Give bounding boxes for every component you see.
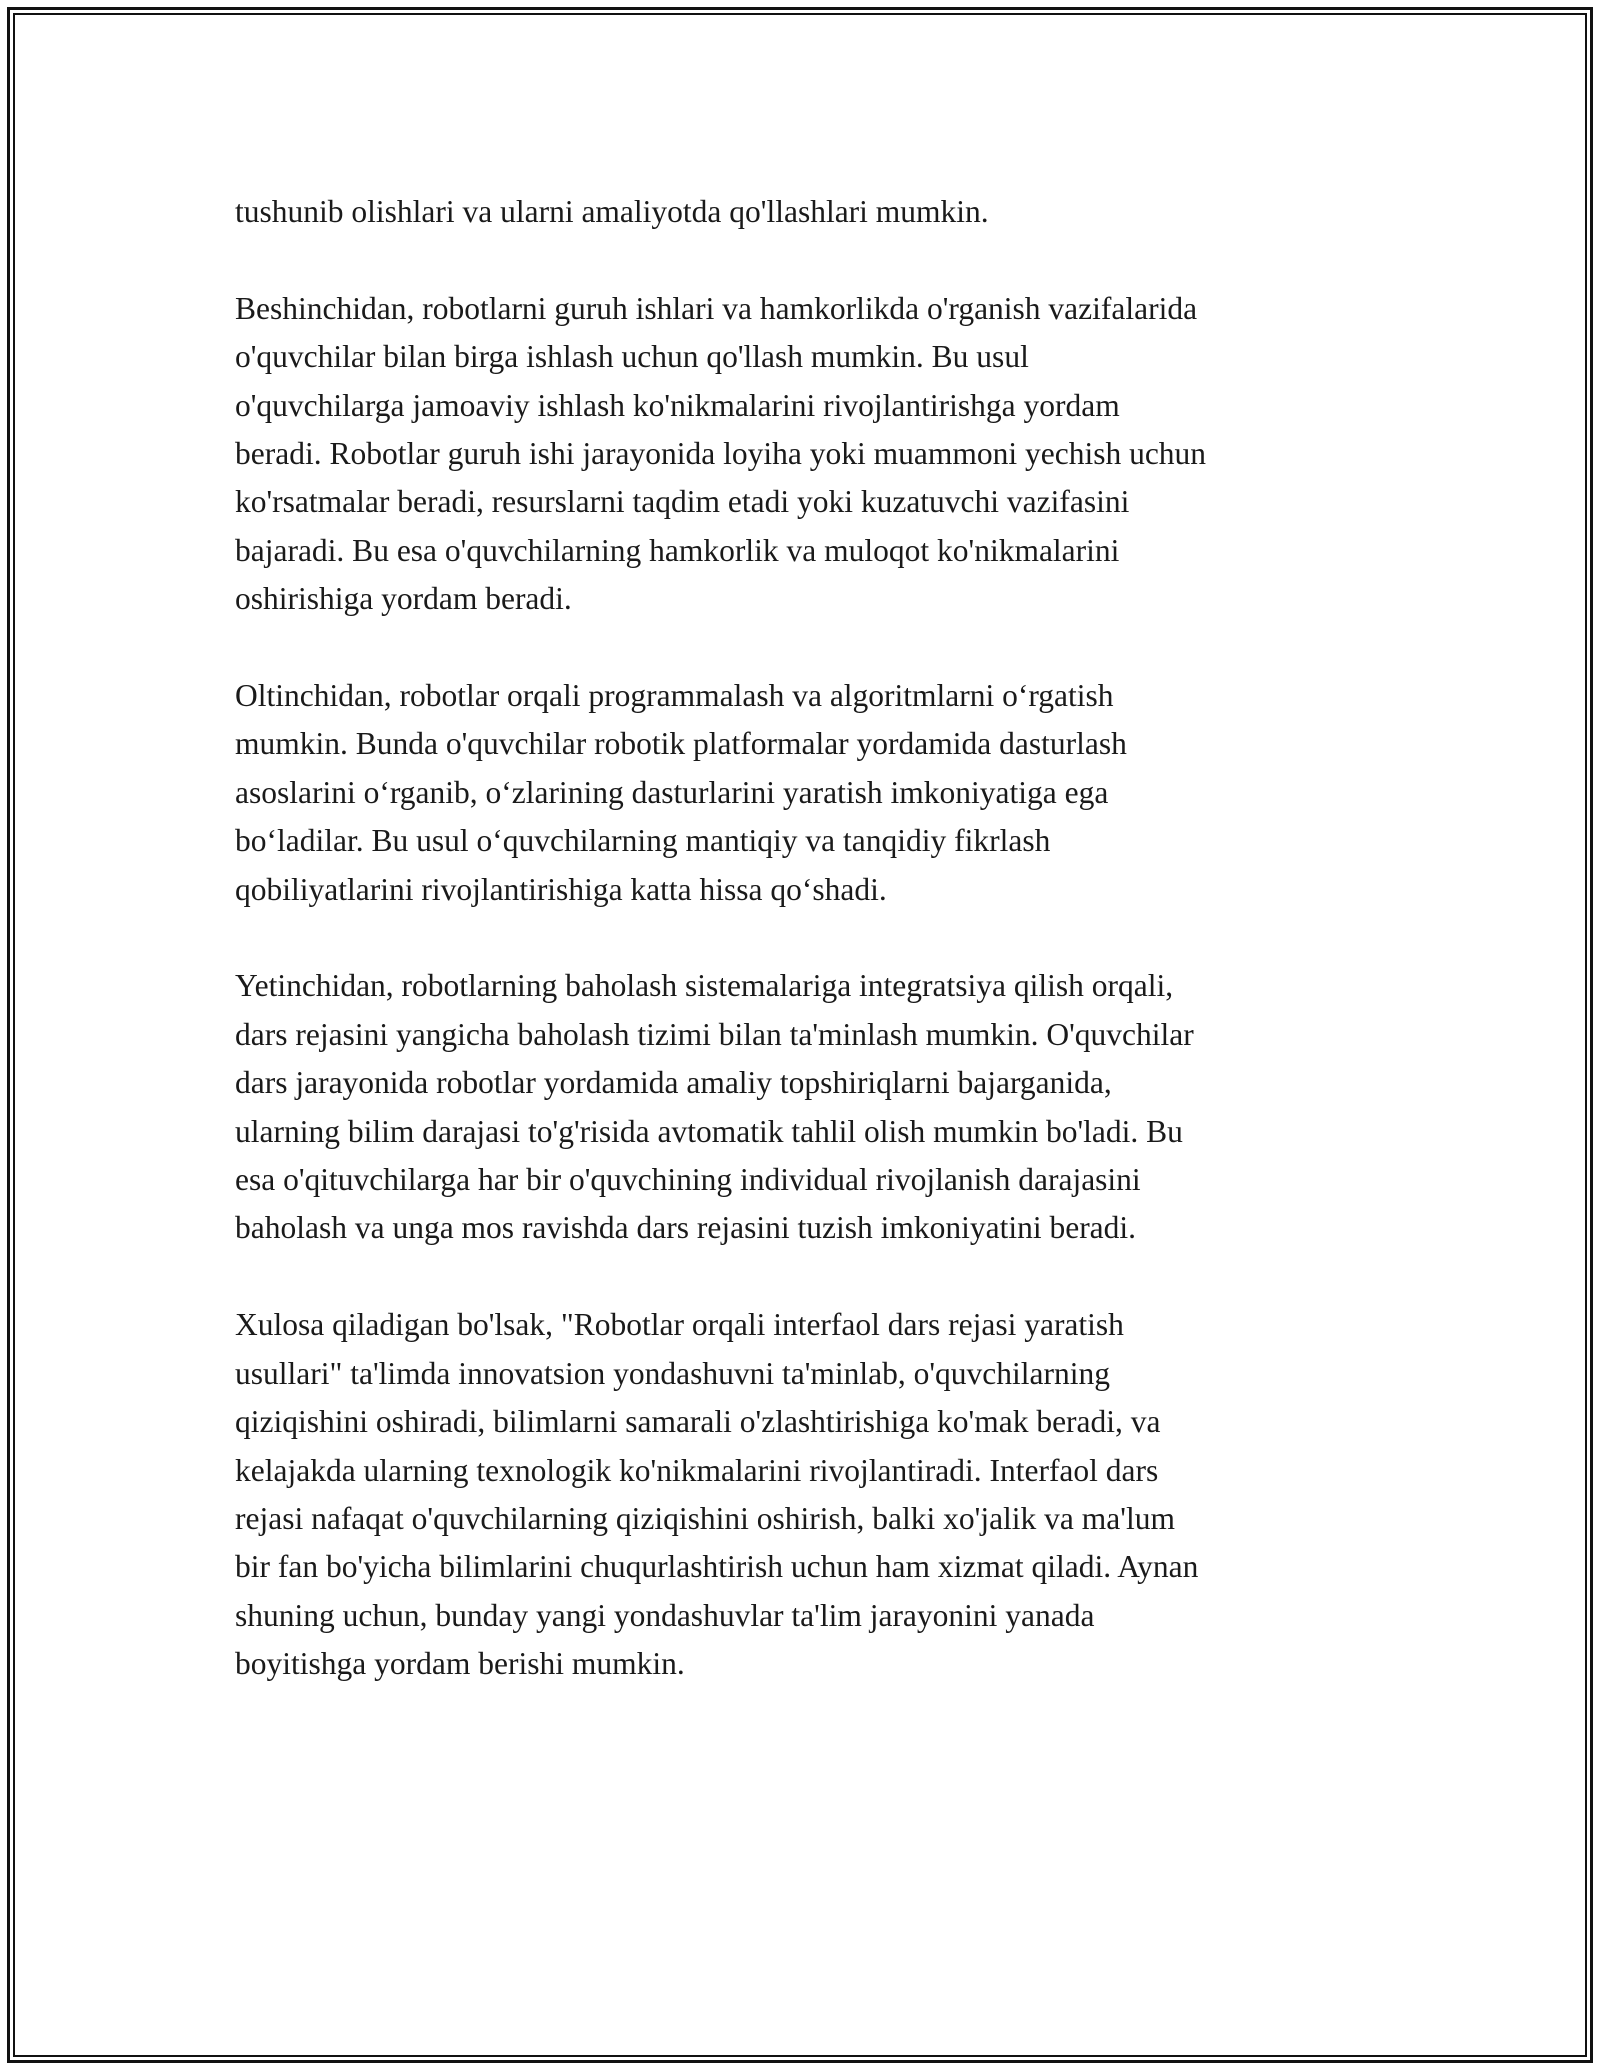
text-line: dars rejasini yangicha baholash tizimi bilan ta'minlash mumkin. O'quvchilar	[235, 1016, 1194, 1052]
paragraph-5	[235, 1301, 1375, 1688]
text-line: rejasi nafaqat o'quvchilarning qiziqishini oshirish, balki xo'jalik va ma'lum	[235, 1500, 1175, 1536]
text-line: o'quvchilarga jamoaviy ishlash ko'nikmalarini rivojlantirishga yordam	[235, 387, 1120, 423]
paragraph-2	[235, 285, 1375, 624]
text-line: baholash va unga mos ravishda dars rejasini tuzish imkoniyatini beradi.	[235, 1210, 1137, 1246]
text-line: ko'rsatmalar beradi, resurslarni taqdim etadi yoki kuzatuvchi vazifasini	[235, 484, 1130, 520]
text-line: boyitishga yordam berishi mumkin.	[235, 1646, 685, 1682]
paragraph-3	[235, 672, 1375, 914]
text-line: esa o'qituvchilarga har bir o'quvchining individual rivojlanish darajasini	[235, 1162, 1141, 1198]
text-line: usullari" ta'limda innovatsion yondashuvni ta'minlab, o'quvchilarning	[235, 1355, 1111, 1391]
paragraph-1	[235, 188, 1375, 236]
text-line: Beshinchidan, robotlarni guruh ishlari va hamkorlikda o'rganish vazifalarida	[235, 290, 1198, 326]
paragraph-4	[235, 962, 1375, 1252]
text-line: o'quvchilar bilan birga ishlash uchun qo'llash mumkin. Bu usul	[235, 339, 1029, 375]
text-line: kelajakda ularning texnologik ko'nikmalarini rivojlantiradi. Interfaol dars	[235, 1452, 1159, 1488]
text-line: bajaradi. Bu esa o'quvchilarning hamkorlik va muloqot ko'nikmalarini	[235, 532, 1120, 568]
text-line: asoslarini o‘rganib, o‘zlarining dasturlarini yaratish imkoniyatiga ega	[235, 774, 1109, 810]
text-line: shuning uchun, bunday yangi yondashuvlar ta'lim jarayonini yanada	[235, 1597, 1095, 1633]
text-line: Xulosa qiladigan bo'lsak, "Robotlar orqali interfaol dars rejasi yaratish	[235, 1307, 1124, 1343]
text-line: qobiliyatlarini rivojlantirishiga katta hissa qo‘shadi.	[235, 871, 887, 907]
text-line: oshirishiga yordam beradi.	[235, 581, 572, 617]
text-line: mumkin. Bunda o'quvchilar robotik platformalar yordamida dasturlash	[235, 726, 1127, 762]
text-line: dars jarayonida robotlar yordamida amaliy topshiriqlarni bajarganida,	[235, 1065, 1112, 1101]
text-line: beradi. Robotlar guruh ishi jarayonida loyiha yoki muammoni yechish uchun	[235, 436, 1207, 472]
text-line: bo‘ladilar. Bu usul o‘quvchilarning mantiqiy va tanqidiy fikrlash	[235, 823, 1051, 859]
text-line: tushunib olishlari va ularni amaliyotda qo'llashlari mumkin.	[235, 194, 989, 229]
text-line: qiziqishini oshiradi, bilimlarni samarali o'zlashtirishiga ko'mak beradi, va	[235, 1404, 1161, 1440]
text-line: Yetinchidan, robotlarning baholash sistemalariga integratsiya qilish orqali,	[235, 968, 1174, 1004]
text-line: Oltinchidan, robotlar orqali programmalash va algoritmlarni o‘rgatish	[235, 678, 1114, 714]
text-line: ularning bilim darajasi to'g'risida avtomatik tahlil olish mumkin bo'ladi. Bu	[235, 1113, 1183, 1149]
text-line: bir fan bo'yicha bilimlarini chuqurlashtirish uchun ham xizmat qiladi. Aynan	[235, 1549, 1199, 1585]
document-body	[235, 188, 1375, 1737]
